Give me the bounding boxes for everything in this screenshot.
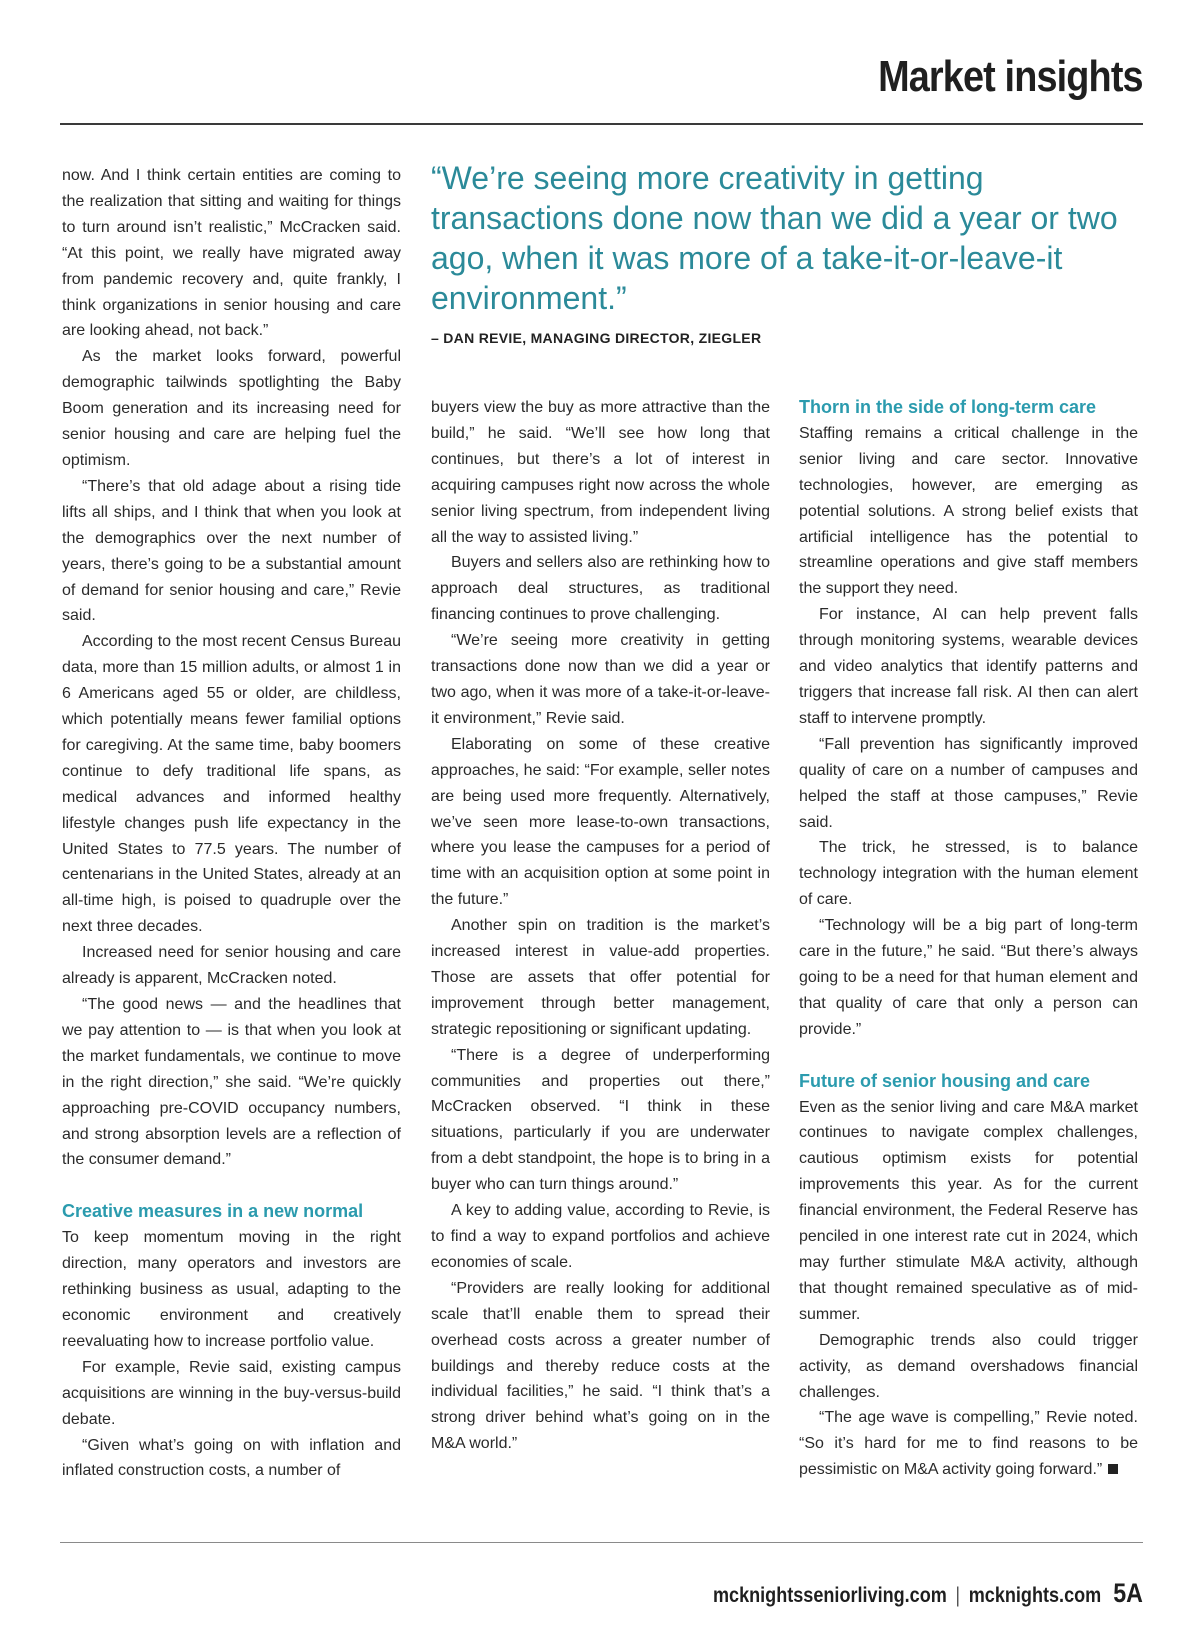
paragraph: Another spin on tradition is the market’s increased interest in value-add properties. Those are assets that offer potential for improvement through better management, strategic repositioning or significant updating.: [431, 917, 770, 1038]
pull-quote: “We’re seeing more creativity in getting transactions done now than we did a year or two ago, when it was more of a take-it-or-leave-it environment.”: [431, 160, 1118, 316]
paragraph: For example, Revie said, existing campus acquisitions are winning in the buy-versus-build debate.: [62, 1358, 401, 1428]
pull-quote-attribution: – DAN REVIE, MANAGING DIRECTOR, ZIEGLER: [431, 330, 762, 346]
footer: [713, 1578, 1143, 1609]
end-mark-icon: [1108, 1464, 1118, 1474]
section-title: Market insights: [878, 52, 1143, 101]
article-column-1: [62, 163, 401, 1484]
paragraph: A key to adding value, according to Revie, is to find a way to expand portfolios and achieve economies of scale.: [431, 1202, 770, 1271]
paragraph: For instance, AI can help prevent falls through monitoring systems, wearable devices and video analytics that identify patterns and triggers that increase fall risk. AI then can alert staff to intervene promptly.: [799, 606, 1138, 727]
paragraph: To keep momentum moving in the right direction, many operators and investors are rethinking business as usual, adapting to the economic environment and creatively reevaluating how to increase portfolio value.: [62, 1229, 401, 1350]
paragraph: The trick, he stressed, is to balance technology integration with the human element of care.: [799, 839, 1138, 909]
subhead-future-senior-housing: Future of senior housing and care: [799, 1070, 1091, 1091]
paragraph: Staffing remains a critical challenge in the senior living and care sector. Innovative technologies, however, are emerging as potential solutions. A strong belief exists that artificial intelligence has the potential to streamline operations and give staff members the support they need.: [799, 424, 1138, 598]
paragraph: According to the most recent Census Bureau data, more than 15 million adults, or almost 1 in 6 Americans aged 55 or older, are childless, which potentially means fewer familial options for caregiving. At the same time, baby boomers continue to defy traditional life spans, as medical advances and informed healthy lifestyle changes push life expectancy in the United States to 77.5 years. The number of centenarians in the United States, already at an all-time high, is poised to quadruple over the next three decades.: [62, 633, 401, 936]
article-column-2: [431, 395, 770, 1457]
footer-site-mcknights[interactable]: mcknights.com: [968, 1584, 1102, 1607]
paragraph: Elaborating on some of these creative approaches, he said: “For example, seller notes are being used more frequently. Alternatively, we’ve seen more lease-to-own transactions, where you lease the campuses for a period of time with an acquisition option at some point in the future.”: [431, 735, 770, 909]
paragraph: Buyers and sellers also are rethinking how to approach deal structures, as traditional financing continues to prove challenging.: [431, 554, 770, 624]
paragraph: Demographic trends also could trigger activity, as demand overshadows financial challenges.: [799, 1331, 1138, 1401]
paragraph: Increased need for senior housing and care already is apparent, McCracken noted.: [62, 944, 401, 988]
paragraph-final: [799, 1405, 1138, 1483]
paragraph: Even as the senior living and care M&A market continues to navigate complex challenges, cautious optimism exists for potential improvements this year. As for the current financial environment, the Federal Reserve has penciled in one interest rate cut in 2024, which may further stimulate M&A activity, although that thought remained speculative as of mid-summer.: [799, 1098, 1138, 1323]
footer-site-seniorliving[interactable]: mcknightsseniorliving.com: [713, 1584, 947, 1607]
paragraph: “Given what’s going on with inflation and inflated construction costs, a number of: [62, 1436, 401, 1480]
article-column-3: [799, 395, 1138, 1483]
footer-rule: [60, 1542, 1143, 1543]
subhead-thorn-in-side: Thorn in the side of long-term care: [799, 397, 1097, 417]
footer-separator: |: [955, 1584, 961, 1607]
paragraph: “There’s that old adage about a rising tide lifts all ships, and I think that when you look at the demographics over the next number of years, there’s going to be a substantial amount of demand for senior housing and care,” Revie said.: [62, 477, 401, 625]
paragraph: “The good news — and the headlines that we pay attention to — is that when you look at the market fundamentals, we continue to move in the right direction,” she said. “We’re quickly approaching pre-COVID occupancy numbers, and strong absorption levels are a reflection of the consumer demand.”: [62, 996, 401, 1169]
paragraph: As the market looks forward, powerful demographic tailwinds spotlighting the Baby Boom generation and its increasing need for senior housing and care are helping fuel the optimism.: [62, 348, 401, 469]
paragraph: “We’re seeing more creativity in getting transactions done now than we did a year or two ago, when it was more of a take-it-or-leave-it environment,” Revie said.: [431, 632, 770, 727]
paragraph: “Technology will be a big part of long-term care in the future,” he said. “But there’s always going to be a need for that human element and that quality of care that only a person can provide.”: [799, 917, 1138, 1038]
paragraph-final-text: “The age wave is compelling,” Revie noted. “So it’s hard for me to find reasons to be pessimistic on M&A activity going forward.”: [799, 1409, 1138, 1479]
paragraph: “Providers are really looking for additional scale that’ll enable them to spread their overhead costs across a greater number of buildings and thereby reduce costs at the individual facilities,” he said. “I think that’s a strong driver behind what’s going on in the M&A world.”: [431, 1279, 770, 1453]
paragraph: “There is a degree of underperforming communities and properties out there,” McCracken observed. “I think in these situations, particularly if you are underwater from a debt standpoint, the hope is to bring in a buyer who can turn things around.”: [431, 1046, 770, 1194]
paragraph: “Fall prevention has significantly improved quality of care on a number of campuses and helped the staff at those campuses,” Revie said.: [799, 735, 1138, 831]
header-rule: [60, 123, 1143, 125]
subhead-creative-measures: Creative measures in a new normal: [62, 1201, 364, 1222]
page-number: 5A: [1113, 1578, 1143, 1608]
paragraph: now. And I think certain entities are coming to the realization that sitting and waiting for things to turn around isn’t realistic,” McCracken said. “At this point, we really have migrated away from pandemic recovery and, quite frankly, I think organizations in senior housing and care are looking ahead, not back.”: [62, 167, 401, 340]
paragraph: buyers view the buy as more attractive than the build,” he said. “We’ll see how long that continues, but there’s a lot of interest in acquiring campuses right now across the whole senior living spectrum, from independent living all the way to assisted living.”: [431, 399, 770, 546]
